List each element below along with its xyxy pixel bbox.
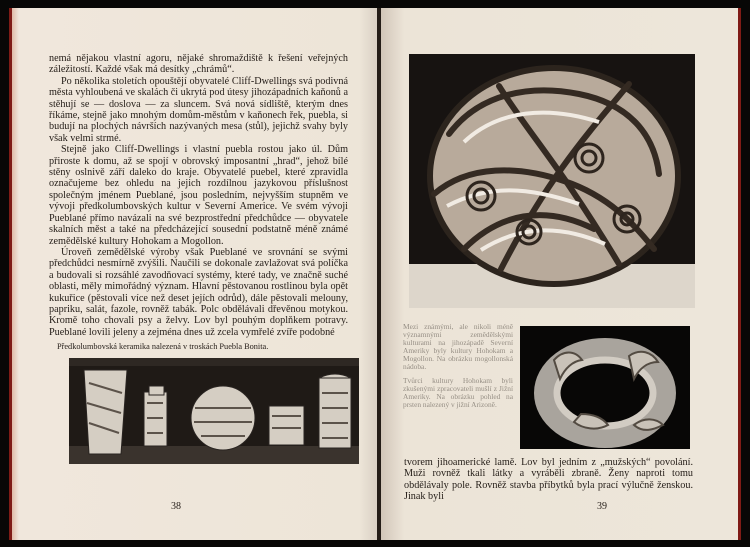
right-captions [403,323,513,414]
left-page-text [49,53,348,338]
left-page [9,8,378,540]
paragraph-4: Úroveň zemědělské výroby však Pueblané ve srovnání se svými předchůdci nesmírně zvýšili. Naučili se dokonale zavlažovat svá políčka a budovali si rozsáhlé zavodňovací systémy, které tady, ve značně suché oblasti, měly mimořádný význam. Hlavní pěstovanou rostlinou byla opět kukuřice (pěstovali více než deset jejích odrůd), dále pěstovali melouny, papriku, salát, fazole, rovněž tabák. Polc obdělávali dřevěnou motykou. Kromě toho chovali psy a želvy. Lov byl pouhým doplňkem potravy. Pueblané lovili jeleny a zejména dnes už zcela vymřelé zvíře podobné [49,246,348,338]
page-number-right: 39 [597,501,607,512]
right-page-edge [738,8,741,540]
left-page-edge [9,8,12,540]
mogollon-vessel-photo [409,54,695,308]
right-page [379,8,740,540]
page-number-left: 38 [171,501,181,512]
paragraph-1: nemá nějakou vlastní agoru, nějaké shromaždiště k řešení veřejných záležitostí. Každé však má desítky „chrámů“. [49,53,348,76]
pottery-photo [69,358,359,464]
pottery-caption: Předkolumbovská keramika nalezená v troskách Puebla Bonita. [57,342,269,351]
shell-ring-photo [520,326,690,449]
book-gutter [377,8,381,540]
right-page-text: tvorem jihoamerické lamě. Lov byl jedním z „mužských“ povolání. Muži rovněž tkali látky a vyráběli zbraně. Ženy naproti tomu obdělávaly pole. Rovněž stavba příbytků byla prací výlučně ženskou. Jinak byli [404,457,693,503]
paragraph-2: Po několika stoletích opouštějí obyvatelé Cliff-Dwellings svá podivná města vyhloubená ve skalách či ukrytá pod útesy jihozápadních kaňonů a stěhují se — doslova — za sluncem. Svá nová sídliště, kterým dnes říkáme, stejně jako mnohým domům-městům v kaňonech řek, puebla, si budují na plochých návrších nazývaných mesa (stůl), jejichž svahy byly však velmi strmé. [49,75,348,144]
mogollon-caption: Mezi známými, ale nikoli méně významnými zemědělskými kulturami na jihozápadě Severní Ameriky byly kultury Hohokam a Mogollon. Na obrázku mogollonská nádoba. [403,322,513,372]
hohokam-caption: Tvůrci kultury Hohokam byli zkušenými zpracovateli mušlí z Jižní Ameriky. Na obrázku pohled na prsten nalezený v jižní Arizoně. [403,375,513,409]
paragraph-3: Stejně jako Cliff-Dwellings i vlastní puebla rostou jako úl. Dům přiroste k domu, až se spojí v obrovský imposantní „hrad“, jehož bílé stěny oslnivě září daleko do kraje. Obyvatelé puebel, které zpravidla označujeme bez ohledu na jejich rozdílnou jazykovou příslušnost společným jménem Pueblané, jsou posledním, nejvyšším stupněm ve vývoji předkolumbovských kultur v Severní Americe. Ve svém vývoji Pueblané přímo navázali na své bezprostřední předchůdce — obyvatele skalních měst a také na předcházející sousední podstatně méně známé zemědělské kultury Hohokam a Mogollon. [49,144,348,247]
